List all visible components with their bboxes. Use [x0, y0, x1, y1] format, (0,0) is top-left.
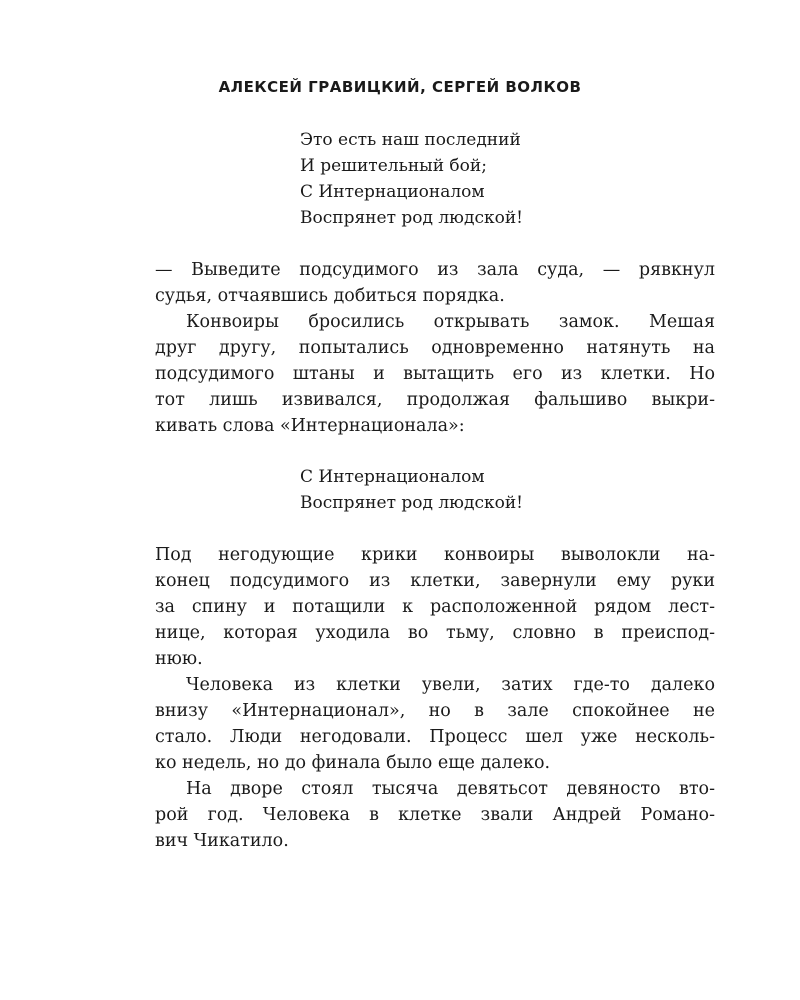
prose-line: нюю. — [155, 649, 203, 669]
prose-line: Под негодующие крики конвоиры выволокли на- — [155, 545, 715, 565]
verse-line: Воспрянет род людской! — [300, 493, 523, 513]
verse-line: Это есть наш последний — [300, 130, 521, 150]
prose-line: ко недель, но до финала было еще далеко. — [155, 753, 551, 773]
prose-line: судья, отчаявшись добиться порядка. — [155, 286, 505, 306]
verse-line: С Интернационалом — [300, 182, 485, 202]
verse-stanza-1 — [300, 127, 523, 231]
prose-line: стало. Люди негодовали. Процесс шел уже несколь- — [155, 727, 715, 747]
prose-line: тот лишь извивался, продолжая фальшиво выкри- — [155, 390, 715, 410]
prose-line: нице, которая уходила во тьму, словно в преиспод- — [155, 623, 715, 643]
prose-block-1 — [155, 257, 715, 439]
verse-line: И решительный бой; — [300, 156, 487, 176]
verse-line: С Интернационалом — [300, 467, 485, 487]
prose-line: На дворе стоял тысяча девятьсот девяносто вто- — [186, 779, 715, 799]
prose-line: конец подсудимого из клетки, завернули ему руки — [155, 571, 715, 591]
running-header: АЛЕКСЕЙ ГРАВИЦКИЙ, СЕРГЕЙ ВОЛКОВ — [218, 78, 582, 96]
prose-line: — Выведите подсудимого из зала суда, — рявкнул — [155, 260, 715, 280]
prose-line: вич Чикатило. — [155, 831, 289, 851]
prose-line: Конвоиры бросились открывать замок. Мешая — [186, 312, 715, 332]
prose-line: за спину и потащили к расположенной рядом лест- — [155, 597, 715, 617]
prose-line: подсудимого штаны и вытащить его из клетки. Но — [155, 364, 715, 384]
verse-stanza-2 — [300, 464, 523, 516]
prose-line: Человека из клетки увели, затих где-то далеко — [186, 675, 715, 695]
verse-line: Воспрянет род людской! — [300, 208, 523, 228]
prose-block-2 — [155, 542, 715, 854]
prose-line: друг другу, попытались одновременно натянуть на — [155, 338, 715, 358]
prose-line: рой год. Человека в клетке звали Андрей Романо- — [155, 805, 715, 825]
prose-line: кивать слова «Интернационала»: — [155, 416, 465, 436]
prose-line: внизу «Интернационал», но в зале спокойнее не — [155, 701, 715, 721]
